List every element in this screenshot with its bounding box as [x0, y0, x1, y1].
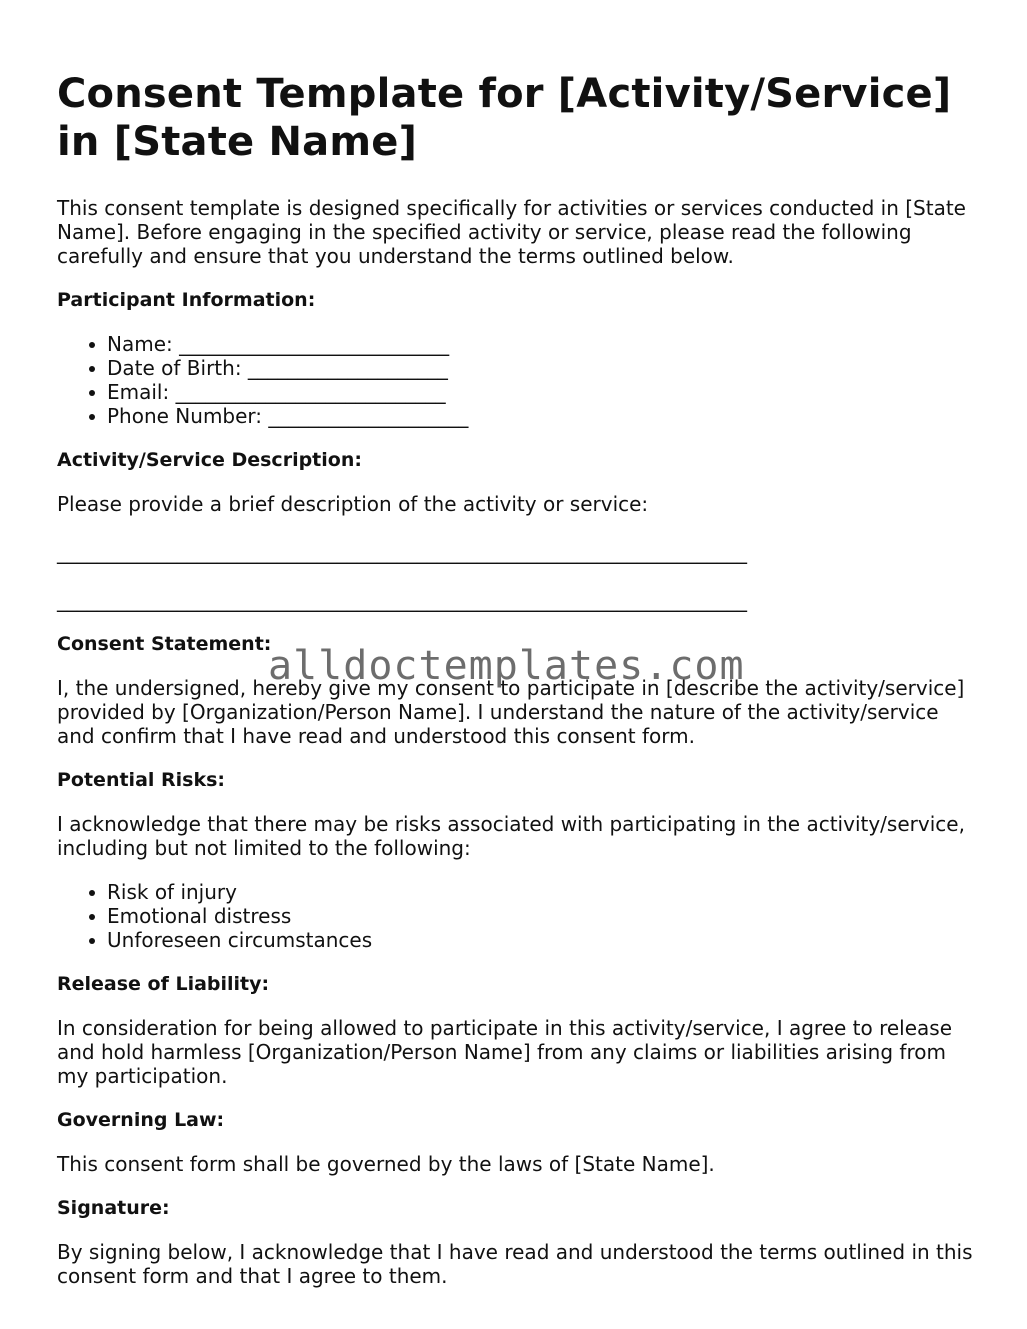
participant-fields [57, 332, 977, 428]
risk-item: Emotional distress [107, 904, 977, 928]
governing-law-text: This consent form shall be governed by the laws of [State Name]. [57, 1152, 715, 1176]
signature-heading: Signature: [57, 1197, 170, 1219]
date-of-birth-field: Date of Birth: ____________________ [107, 356, 977, 380]
name-field: Name: ___________________________ [107, 332, 977, 356]
activity-heading: Activity/Service Description: [57, 449, 362, 471]
description-line-1: _____________________________________________________________________ [57, 540, 747, 564]
email-field: Email: ___________________________ [107, 380, 977, 404]
risks-text: I acknowledge that there may be risks associated with participating in the activity/service, including but not limited to the following: [57, 812, 965, 860]
risks-heading: Potential Risks: [57, 769, 226, 791]
risks-list [57, 880, 977, 952]
signature-text: By signing below, I acknowledge that I have read and understood the terms outlined in this consent form and that I agree to them. [57, 1240, 973, 1288]
risk-item: Risk of injury [107, 880, 977, 904]
activity-prompt: Please provide a brief description of the activity or service: [57, 492, 649, 516]
participant-heading: Participant Information: [57, 289, 316, 311]
intro-paragraph: This consent template is designed specifically for activities or services conducted in [State Name]. Before engaging in the specified activity or service, please read the following carefully and ensure that you understand the terms outlined below. [57, 196, 966, 268]
risk-item: Unforeseen circumstances [107, 928, 977, 952]
consent-heading: Consent Statement: [57, 633, 272, 655]
description-line-2: _____________________________________________________________________ [57, 588, 747, 612]
watermark: alldoctemplates.com [268, 643, 745, 689]
document-page [57, 70, 977, 1308]
liability-heading: Release of Liability: [57, 973, 270, 995]
consent-text: I, the undersigned, hereby give my consent to participate in [describe the activity/service] provided by [Organization/Person Name]. I understand the nature of the activity/service and confirm that I have read and understood this consent form. [57, 676, 965, 748]
liability-text: In consideration for being allowed to participate in this activity/service, I agree to release and hold harmless [Organization/Person Name] from any claims or liabilities arising from my participation. [57, 1016, 953, 1088]
phone-number-field: Phone Number: ____________________ [107, 404, 977, 428]
governing-law-heading: Governing Law: [57, 1109, 225, 1131]
document-title: Consent Template for [Activity/Service] in [State Name] [57, 71, 952, 165]
